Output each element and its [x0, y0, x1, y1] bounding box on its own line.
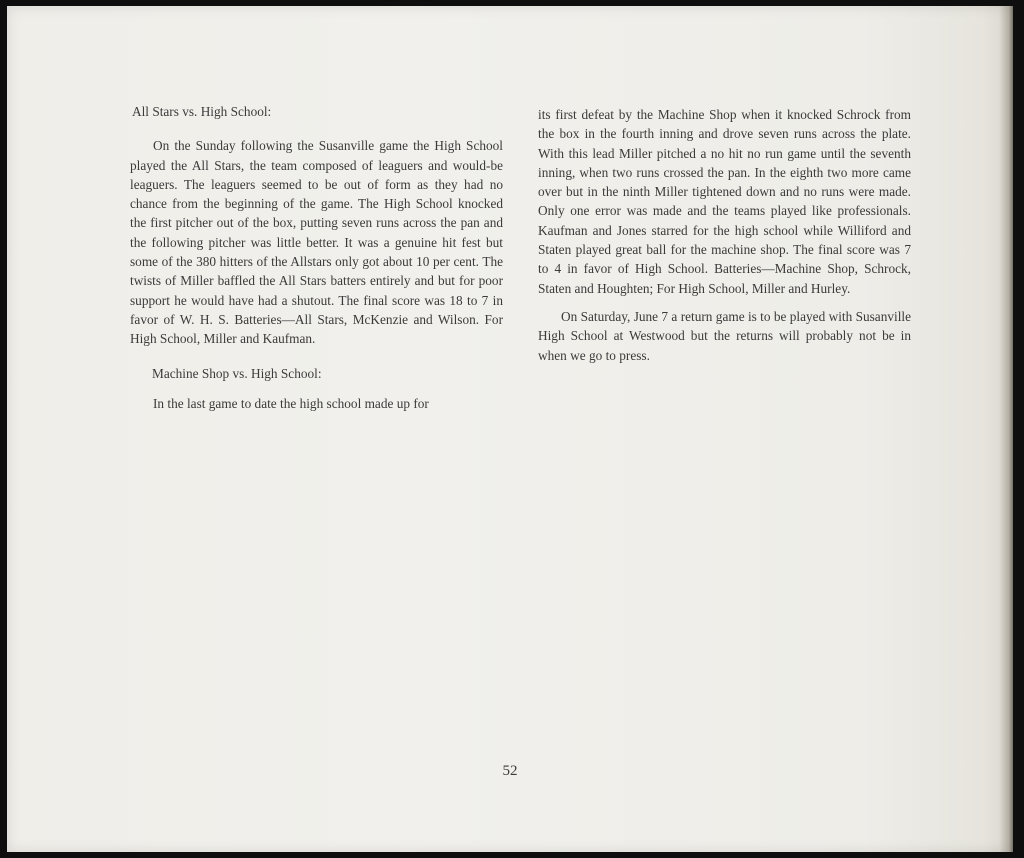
left-column: [130, 102, 503, 413]
book-page: [7, 6, 1013, 852]
section-heading-all-stars: All Stars vs. High School:: [132, 104, 272, 119]
page-gutter-edge: [999, 6, 1013, 852]
paragraph-machine-shop-start: In the last game to date the high school made up for: [153, 395, 429, 411]
paragraph-all-stars: On the Sunday following the Susanville game the High School played the All Stars, the team composed of leaguers and would-be leaguers. The leaguers seemed to be out of form as they had no chance from the beginning of the game. The High School knocked the first pitcher out of the box, putting seven runs across the pan and the following pitcher was little better. It was a genuine hit fest but some of the 380 hitters of the Allstars only got about 10 per cent. The twists of Miller baffled the All Stars batters entirely and but for poor support he would have had a shutout. The final score was 18 to 7 in favor of W. H. S. Batteries—All Stars, McKenzie and Wilson. For High School, Miller and Kaufman.: [130, 138, 503, 347]
paragraph-machine-shop-continued: its first defeat by the Machine Shop when it knocked Schrock from the box in the fourth inning and drove seven runs across the plate. With this lead Miller pitched a no hit no run game until the seventh inning, when two runs crossed the pan. In the eighth two more came over but in the ninth Miller tightened down and no runs were made. Only one error was made and the teams played like professionals. Kaufman and Jones starred for the high school while Williford and Staten played great ball for the machine shop. The final score was 7 to 4 in favor of High School. Batteries—Machine Shop, Schrock, Staten and Houghten; For High School, Miller and Hurley.: [538, 107, 911, 296]
paragraph-return-game: On Saturday, June 7 a return game is to be played with Susanville High School at Westwood but the returns will probably not be in when we go to press.: [538, 308, 911, 363]
section-heading-machine-shop: Machine Shop vs. High School:: [152, 365, 322, 381]
right-column: [538, 105, 911, 365]
page-number: 52: [502, 763, 518, 779]
